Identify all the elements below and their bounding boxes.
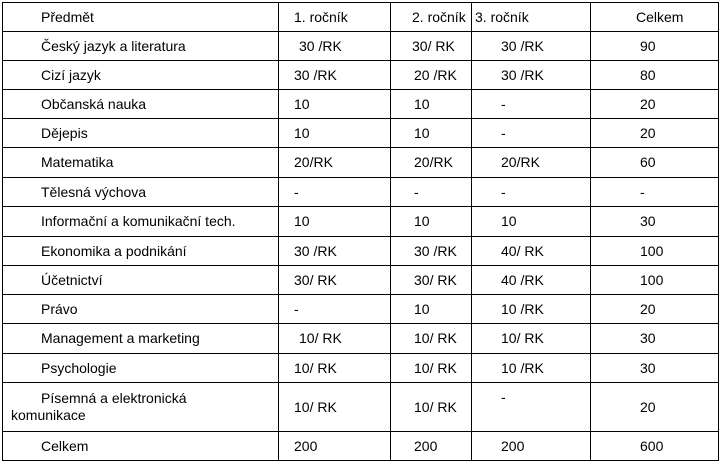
cell-year1: 10/ RK <box>279 324 391 354</box>
total-year1: 200 <box>279 432 391 461</box>
table-row <box>3 354 719 383</box>
cell-year2: 10 <box>391 119 472 148</box>
cell-total: 30 <box>591 207 719 237</box>
cell-year2: 10 <box>391 90 472 119</box>
cell-year1: 10 <box>279 119 391 148</box>
table-row <box>3 266 719 295</box>
table-row <box>3 207 719 237</box>
total-year2: 200 <box>391 432 472 461</box>
cell-year1: 10 <box>279 90 391 119</box>
cell-total: 100 <box>591 237 719 266</box>
cell-year1: 30/ RK <box>279 266 391 295</box>
cell-year2: - <box>391 178 472 207</box>
cell-year2: 10 <box>391 207 472 237</box>
cell-subject: Účetnictví <box>3 266 279 295</box>
table-row <box>3 32 719 61</box>
cell-total: 20 <box>591 295 719 324</box>
cell-year3: 10 /RK <box>472 295 591 324</box>
cell-year2: 10/ RK <box>391 354 472 383</box>
table-row <box>3 61 719 90</box>
cell-subject: Cizí jazyk <box>3 61 279 90</box>
cell-year1: 10/ RK <box>279 383 391 432</box>
cell-year1: 10/ RK <box>279 354 391 383</box>
cell-year3: - <box>472 90 591 119</box>
cell-total: 20 <box>591 90 719 119</box>
cell-total: 90 <box>591 32 719 61</box>
cell-year1: 30 /RK <box>279 32 391 61</box>
cell-total: 30 <box>591 324 719 354</box>
cell-total: 60 <box>591 148 719 178</box>
cell-year2: 20 /RK <box>391 61 472 90</box>
cell-total: 100 <box>591 266 719 295</box>
table-row <box>3 119 719 148</box>
cell-year1: 20/RK <box>279 148 391 178</box>
cell-year2: 20/RK <box>391 148 472 178</box>
total-total: 600 <box>591 432 719 461</box>
table-row <box>3 383 719 432</box>
cell-year3: 40/ RK <box>472 237 591 266</box>
table-row <box>3 90 719 119</box>
header-total: Celkem <box>591 3 719 32</box>
table-row <box>3 324 719 354</box>
cell-subject: Český jazyk a literatura <box>3 32 279 61</box>
header-year2: 2. ročník <box>391 3 472 32</box>
cell-year3: 40 /RK <box>472 266 591 295</box>
cell-subject: Občanská nauka <box>3 90 279 119</box>
cell-total: 20 <box>591 383 719 432</box>
cell-year3: - <box>472 178 591 207</box>
cell-total: - <box>591 178 719 207</box>
header-year1: 1. ročník <box>279 3 391 32</box>
cell-year2: 30 /RK <box>391 237 472 266</box>
cell-year3: 30 /RK <box>472 32 591 61</box>
cell-subject: Právo <box>3 295 279 324</box>
cell-year2: 30/ RK <box>391 32 472 61</box>
cell-year2: 10/ RK <box>391 324 472 354</box>
cell-year3: 20/RK <box>472 148 591 178</box>
cell-total: 20 <box>591 119 719 148</box>
table-row <box>3 295 719 324</box>
total-row <box>3 432 719 461</box>
cell-year1: 30 /RK <box>279 61 391 90</box>
header-row <box>3 3 719 32</box>
cell-total: 30 <box>591 354 719 383</box>
table-row <box>3 237 719 266</box>
cell-subject: Management a marketing <box>3 324 279 354</box>
cell-year3: 10/ RK <box>472 324 591 354</box>
cell-year3: - <box>472 383 591 432</box>
cell-subject <box>3 383 279 432</box>
cell-subject: Ekonomika a podnikání <box>3 237 279 266</box>
cell-year3: 10 <box>472 207 591 237</box>
cell-year1: - <box>279 178 391 207</box>
table-row <box>3 178 719 207</box>
cell-year1: 10 <box>279 207 391 237</box>
curriculum-table <box>2 2 719 461</box>
cell-subject: Dějepis <box>3 119 279 148</box>
cell-year3: 30 /RK <box>472 61 591 90</box>
cell-total: 80 <box>591 61 719 90</box>
cell-year3: - <box>472 119 591 148</box>
cell-subject-line2: komunikace <box>11 407 86 423</box>
total-label: Celkem <box>3 432 279 461</box>
cell-subject: Matematika <box>3 148 279 178</box>
cell-year1: - <box>279 295 391 324</box>
total-year3: 200 <box>472 432 591 461</box>
cell-year2: 30/ RK <box>391 266 472 295</box>
cell-year1: 30 /RK <box>279 237 391 266</box>
cell-subject: Psychologie <box>3 354 279 383</box>
cell-year2: 10 <box>391 295 472 324</box>
table-row <box>3 148 719 178</box>
cell-year3: 10 /RK <box>472 354 591 383</box>
cell-subject-line1: Písemná a elektronická <box>41 390 187 406</box>
cell-subject: Tělesná výchova <box>3 178 279 207</box>
cell-year2: 10/ RK <box>391 383 472 432</box>
cell-subject: Informační a komunikační tech. <box>3 207 279 237</box>
header-subject: Předmět <box>3 3 279 32</box>
header-year3: 3. ročník <box>472 3 591 32</box>
